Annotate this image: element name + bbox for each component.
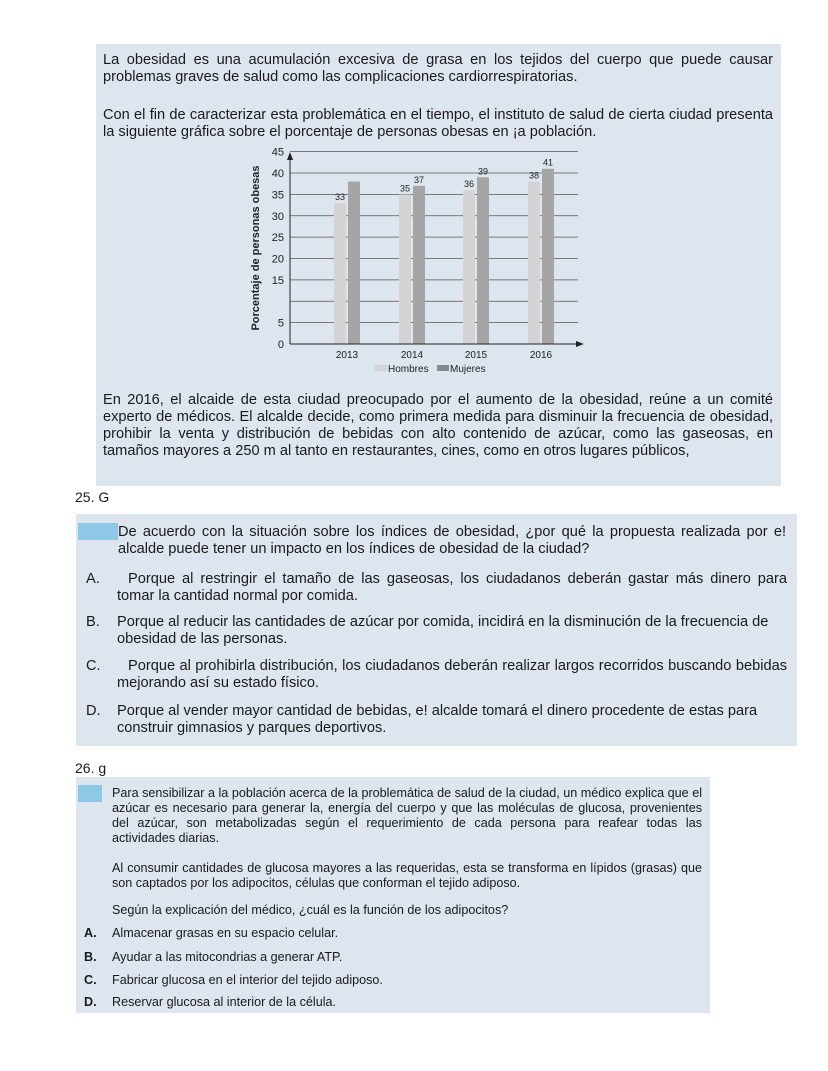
bar-mujeres-2014 <box>413 186 425 344</box>
data-label: 36 <box>463 179 475 190</box>
data-label: 35 <box>399 183 411 194</box>
legend-label-mujeres: Mujeres <box>450 364 486 375</box>
q25-option-c-text[interactable]: Porque al prohibirla distribución, los ciudadanos deberán realizar largos recorridos buscando bebidas mejorando así su estado físico. <box>117 658 787 691</box>
x-axis-arrow <box>576 341 584 347</box>
y-tick-label: 0 <box>277 339 284 351</box>
x-tick-label: 2016 <box>529 350 553 361</box>
question-26-stem: Según la explicación del médico, ¿cuál es la función de los adipocitos? <box>112 903 509 917</box>
question-26-highlight <box>78 785 102 802</box>
question-26-paragraph-2: Al consumir cantidades de glucosa mayores a las requeridas, esta se transforma en lípidos (grasas) que son captados por los adipocitos, células que conforman el tejido adiposo. <box>112 861 702 890</box>
bar-hombres-2016 <box>528 182 540 344</box>
chart-legend <box>375 364 486 375</box>
legend-swatch-hombres <box>375 365 387 371</box>
bar-hombres-2014 <box>399 194 411 344</box>
question-25-stem: De acuerdo con la situación sobre los índices de obesidad, ¿por qué la propuesta realizada por e! alcalde puede tener un impacto en los índices de obesidad de la ciudad? <box>118 524 786 557</box>
intro-paragraph-1: La obesidad es una acumulación excesiva de grasa en los tejidos del cuerpo que puede causar problemas graves de salud como las complicaciones cardiorrespiratorias. <box>103 52 773 85</box>
q25-option-d-text[interactable]: Porque al vender mayor cantidad de bebidas, e! alcalde tomará el dinero procedente de estas para construir gimnasios y parques deportivos. <box>117 703 758 736</box>
y-tick-label: 45 <box>271 148 284 159</box>
question-25-number: 25. G <box>75 489 110 505</box>
y-axis-arrow <box>287 152 293 160</box>
intro-paragraph-3: En 2016, el alcaide de esta ciudad preocupado por el aumento de la obesidad, reúne a un comité experto de médicos. El alcalde decide, como primera medida para disminuir la frecuencia de obesidad, prohibir la venta y distribución de bebidas con alto contenido de azúcar, como las gaseosas, en tamaños mayores a 250 m al tanto en restaurantes, cines, como en otros lugares públicos, <box>103 392 773 459</box>
bar-hombres-2015 <box>463 190 475 344</box>
x-tick-label: 2014 <box>400 350 424 361</box>
y-tick-label: 20 <box>271 253 284 266</box>
legend-label-hombres: Hombres <box>388 364 429 375</box>
q25-option-d-letter[interactable]: D. <box>86 703 101 719</box>
question-26-paragraph-1: Para sensibilizar a la población acerca de la problemática de salud de la ciudad, un médico explica que el azúcar es necesario para generar la, energía del cuerpo y que las moléculas de glucosa, provenientes del azúcar, son metabolizadas según el requerimiento de cada persona para reafear todas las actividades diarias. <box>112 786 702 845</box>
q26-option-b-letter[interactable]: B. <box>84 950 97 964</box>
bar-hombres-2013 <box>334 203 346 344</box>
bar-mujeres-2016 <box>542 169 554 344</box>
y-tick-label: 5 <box>277 317 284 330</box>
q26-option-d-text[interactable]: Reservar glucosa al interior de la célula. <box>112 995 337 1009</box>
intro-paragraph-2: Con el fin de caracterizar esta problemática en el tiempo, el instituto de salud de cierta ciudad presenta la siguiente gráfica sobre el porcentaje de personas obesas en ¡a población. <box>103 107 773 140</box>
q26-option-c-text[interactable]: Fabricar glucosa en el interior del tejido adiposo. <box>112 973 383 987</box>
data-label: 37 <box>413 174 425 185</box>
q26-option-a-letter[interactable]: A. <box>84 926 97 940</box>
question-26-number: 26. g <box>75 760 107 776</box>
obesity-bar-chart <box>230 148 600 380</box>
question-25-highlight <box>78 523 118 540</box>
data-label: 41 <box>542 157 554 168</box>
bar-mujeres-2015 <box>477 177 489 344</box>
q26-option-b-text[interactable]: Ayudar a las mitocondrias a generar ATP. <box>112 950 343 964</box>
y-tick-label: 30 <box>271 210 284 223</box>
x-tick-label: 2015 <box>464 350 488 361</box>
y-tick-label: 35 <box>271 189 284 202</box>
q25-option-b-letter[interactable]: B. <box>86 614 100 630</box>
bar-mujeres-2013 <box>348 182 360 344</box>
q26-option-c-letter[interactable]: C. <box>84 973 97 987</box>
y-axis-label: Porcentaje de personas obesas <box>250 165 262 331</box>
y-tick-label: 25 <box>271 232 284 245</box>
q26-option-d-letter[interactable]: D. <box>84 995 97 1009</box>
q25-option-b-text[interactable]: Porque al reducir las cantidades de azúcar por comida, incidirá en la disminución de la frecuencia de obesidad de las personas. <box>117 614 769 647</box>
y-tick-label: 15 <box>271 274 284 287</box>
data-label: 33 <box>334 191 346 202</box>
y-tick-label: 40 <box>271 168 284 180</box>
q26-option-a-text[interactable]: Almacenar grasas en su espacio celular. <box>112 926 339 940</box>
legend-swatch-mujeres <box>437 365 449 371</box>
x-tick-label: 2013 <box>335 350 359 361</box>
q25-option-a-letter[interactable]: A. <box>86 571 100 587</box>
data-label: 38 <box>528 170 540 181</box>
data-label: 39 <box>477 166 489 177</box>
q25-option-c-letter[interactable]: C. <box>86 658 101 674</box>
q25-option-a-text[interactable]: Porque al restringir el tamaño de las gaseosas, los ciudadanos deberán gastar más dinero para tomar la cantidad normal por comida. <box>117 571 787 604</box>
